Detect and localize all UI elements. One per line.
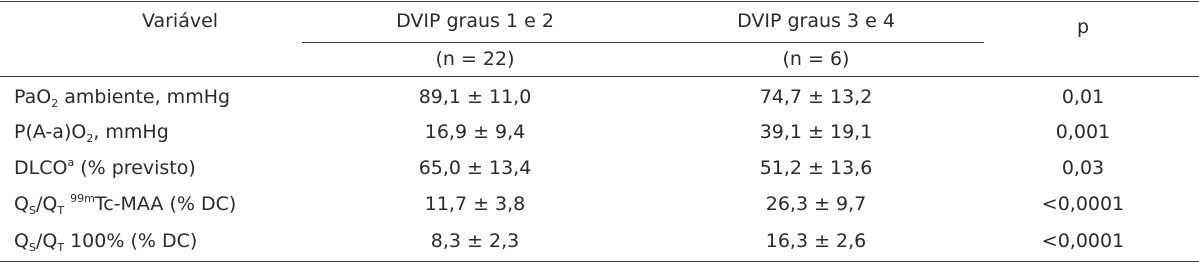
cell-pao2-p: 0,01 [1061,86,1105,108]
header-variable: Variável [141,10,219,32]
cell-pao2-group1: 89,1 ± 11,0 [418,86,532,108]
cell-paao2-p: 0,001 [1055,121,1111,143]
header-group1-n: (n = 22) [435,48,515,70]
group-header-rule [302,42,984,43]
cell-pao2-group2: 74,7 ± 13,2 [759,86,873,108]
header-p: p [1076,16,1090,38]
row-label-qsqt-100: $Q_S/Q_T$ 100% (% DC) [14,230,198,254]
header-bottom-rule [0,76,1199,77]
cell-qsqt-100-group2: 16,3 ± 2,6 [765,230,867,252]
cell-dlco-group2: 51,2 ± 13,6 [759,157,873,179]
cell-qsqt-100-p: <0,0001 [1041,230,1125,252]
header-group2-n: (n = 6) [782,48,850,70]
row-label-qsqt-tc: $Q_S/Q_T$ $^{99m}$Tc-MAA (% DC) [14,192,237,217]
cell-dlco-p: 0,03 [1061,157,1105,179]
header-group2: DVIP graus 3 e 4 [737,10,895,32]
cell-qsqt-tc-group1: 11,7 ± 3,8 [424,193,526,215]
header-group1: DVIP graus 1 e 2 [396,10,554,32]
cell-qsqt-tc-p: <0,0001 [1041,193,1125,215]
row-label-paao2: $P(A-a)O_2$, mmHg [14,121,169,145]
top-rule [0,1,1199,2]
bottom-rule [0,261,1199,262]
cell-qsqt-tc-group2: 26,3 ± 9,7 [765,193,867,215]
cell-qsqt-100-group1: 8,3 ± 2,3 [430,230,520,252]
cell-dlco-group1: 65,0 ± 13,4 [418,157,532,179]
cell-paao2-group1: 16,9 ± 9,4 [424,121,526,143]
row-label-pao2: PaO$_2$ ambiente, mmHg [14,86,231,110]
row-label-dlco: DLCO$^a$ (% previsto) [14,156,196,179]
cell-paao2-group2: 39,1 ± 19,1 [759,121,873,143]
